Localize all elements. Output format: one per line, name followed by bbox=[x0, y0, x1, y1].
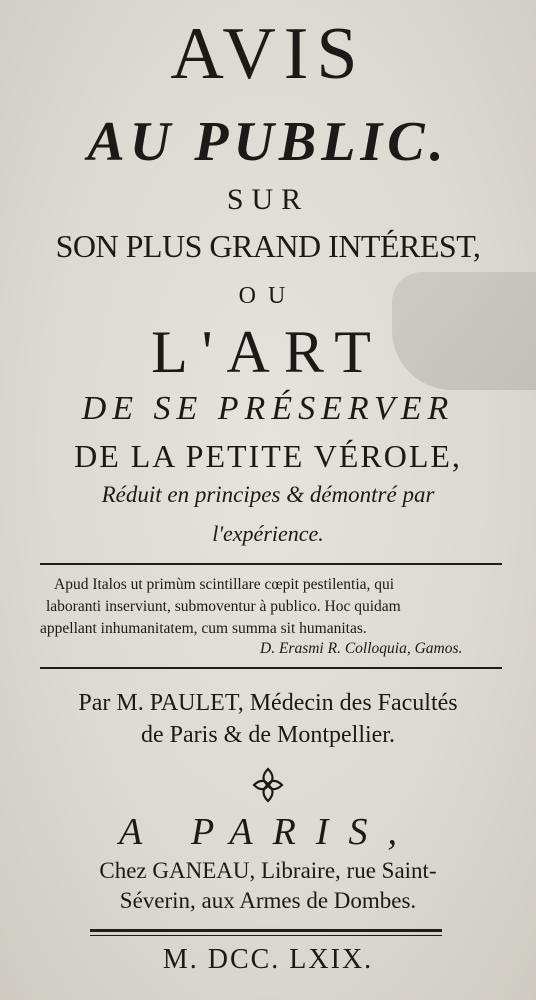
bottom-rule bbox=[40, 667, 502, 669]
title-line-3: SUR bbox=[226, 183, 310, 216]
title-line-2: AU PUBLIC. bbox=[87, 111, 449, 173]
title-line-1: AVIS bbox=[170, 13, 366, 95]
imprint-publisher-2: Séverin, aux Armes de Dombes. bbox=[119, 888, 417, 913]
title-line-8: DE LA PETITE VÉROLE, bbox=[74, 438, 462, 474]
imprint-place: A PARIS, bbox=[119, 811, 417, 853]
author-line-1: Par M. PAULET, Médecin des Facultés bbox=[78, 690, 458, 716]
imprint-rule-thick bbox=[90, 929, 442, 932]
subtitle-line-2: l'expérience. bbox=[212, 521, 324, 546]
epigraph-line-3: appellant inhumanitatem, cum summa sit humanitas. bbox=[40, 620, 367, 637]
epigraph-line-2: laboranti inserviunt, submoventur à publico. Hoc quidam bbox=[46, 598, 401, 615]
title-line-4: SON PLUS GRAND INTÉREST, bbox=[55, 228, 481, 264]
imprint-publisher-1: Chez GANEAU, Libraire, rue Saint- bbox=[99, 858, 437, 883]
subtitle-line-1: Réduit en principes & démontré par bbox=[101, 482, 435, 507]
top-rule bbox=[40, 563, 502, 565]
epigraph-source: D. Erasmi R. Colloquia, Gamos. bbox=[260, 640, 463, 657]
title-line-5: OU bbox=[238, 283, 298, 309]
epigraph-line-1: Apud Italos ut primùm scintillare cœpit pestilentia, qui bbox=[54, 576, 395, 593]
fleuron-icon bbox=[248, 765, 288, 805]
imprint-date: M. DCC. LXIX. bbox=[162, 944, 374, 975]
title-line-6: L'ART bbox=[151, 319, 385, 385]
imprint-rule-thin bbox=[90, 935, 442, 936]
author-line-2: de Paris & de Montpellier. bbox=[141, 722, 395, 748]
title-line-7: DE SE PRÉSERVER bbox=[81, 390, 455, 427]
